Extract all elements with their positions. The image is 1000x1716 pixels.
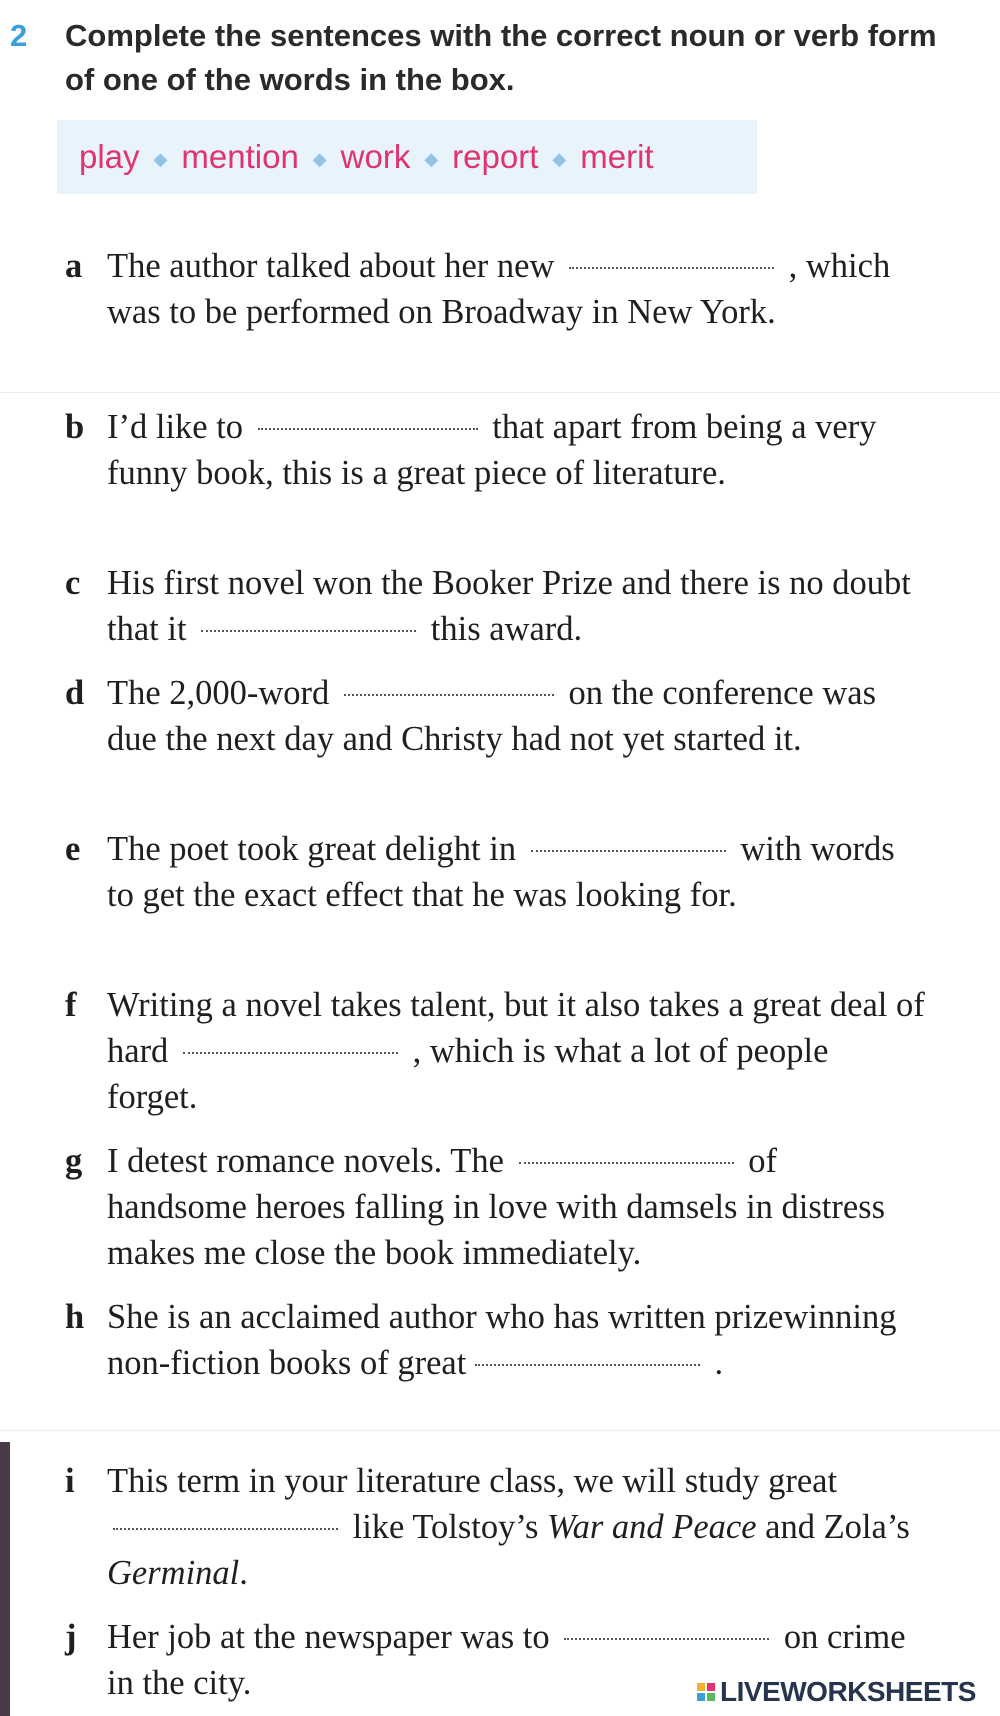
book-title: War and Peace: [547, 1508, 757, 1546]
sentence-text: I’d like to: [107, 408, 244, 446]
answer-blank[interactable]: [258, 427, 478, 430]
item-text: [107, 1138, 925, 1276]
logo-text: LIVEWORKSHEETS: [720, 1676, 976, 1707]
sentence-text: .: [714, 1344, 724, 1382]
sentence-item-e: [65, 826, 925, 918]
diamond-separator-icon: ◆: [552, 148, 567, 169]
sentence-item-d: [65, 670, 925, 762]
logo-square: [707, 1693, 715, 1701]
item-letter: e: [65, 830, 81, 868]
answer-blank[interactable]: [519, 1161, 734, 1164]
exercise-instruction: Complete the sentences with the correct noun or verb form of one of the words in the box.: [65, 18, 937, 97]
word-box-word: report: [452, 138, 539, 175]
word-box: [57, 120, 757, 194]
item-letter: c: [65, 564, 81, 602]
word-box-word: play: [79, 138, 140, 175]
item-text: [107, 404, 925, 496]
item-letter: d: [65, 674, 85, 712]
sentence-text: This term in your literature class, we will study great: [107, 1462, 838, 1500]
liveworksheets-logo: [697, 1676, 976, 1708]
sentence-item-g: [65, 1138, 925, 1276]
sentence-text: , which is what a lot of people forget.: [107, 1032, 829, 1116]
diamond-separator-icon: ◆: [424, 148, 439, 169]
item-text: [107, 982, 925, 1120]
divider: [0, 392, 1000, 393]
liveworksheets-logo-icon: [697, 1683, 715, 1701]
word-box-word: mention: [181, 138, 299, 175]
diamond-separator-icon: ◆: [153, 148, 168, 169]
sentence-text: Writing a novel takes talent, but it also takes a great deal of hard: [107, 986, 925, 1070]
logo-square: [697, 1683, 705, 1691]
item-text: [107, 560, 925, 652]
item-letter: j: [65, 1618, 77, 1656]
sentence-text: The 2,000-word: [107, 674, 330, 712]
answer-blank[interactable]: [475, 1363, 700, 1366]
sentence-item-h: [65, 1294, 925, 1386]
sentence-text: , which was to be performed on Broadway in New York.: [107, 247, 891, 331]
sentence-item-c: [65, 560, 925, 652]
sentence-item-i: [65, 1458, 925, 1596]
sentence-text: this award.: [430, 610, 583, 648]
sentence-text: Her job at the newspaper was to: [107, 1618, 550, 1656]
item-letter: h: [65, 1298, 85, 1336]
item-letter: g: [65, 1142, 83, 1180]
item-text: [107, 1294, 925, 1386]
sentence-text: with words to get the exact effect that he was looking for.: [107, 830, 895, 914]
sentence-text: of handsome heroes falling in love with damsels in distress makes me close the book immediately.: [107, 1142, 886, 1272]
sentence-text: like Tolstoy’s: [352, 1508, 539, 1546]
item-text: [107, 243, 925, 335]
sentence-item-b: [65, 404, 925, 496]
sentence-text: The author talked about her new: [107, 247, 555, 285]
sentence-text: on the conference was due the next day and Christy had not yet started it.: [107, 674, 876, 758]
book-title: Germinal: [107, 1554, 240, 1592]
diamond-separator-icon: ◆: [312, 148, 327, 169]
divider: [0, 1430, 1000, 1431]
sentence-text: and Zola’s: [765, 1508, 910, 1546]
exercise-number: 2: [10, 18, 28, 53]
answer-blank[interactable]: [569, 266, 774, 269]
word-box-word: merit: [580, 138, 654, 175]
page-edge-strip: [0, 1442, 10, 1716]
sentence-text: .: [239, 1554, 248, 1592]
sentence-text: on crime in the city.: [107, 1618, 906, 1702]
item-text: [107, 826, 925, 918]
sentence-text: that apart from being a very funny book, this is a great piece of literature.: [107, 408, 877, 492]
sentence-text: I detest romance novels. The: [107, 1142, 504, 1180]
sentence-text: His first novel won the Booker Prize and there is no doubt that it: [107, 564, 911, 648]
item-letter: i: [65, 1462, 75, 1500]
sentence-text: The poet took great delight in: [107, 830, 517, 868]
item-text: [107, 670, 925, 762]
item-letter: b: [65, 408, 85, 446]
answer-blank[interactable]: [344, 693, 554, 696]
item-letter: f: [65, 986, 77, 1024]
answer-blank[interactable]: [564, 1637, 769, 1640]
item-letter: a: [65, 247, 83, 285]
item-text: [107, 1458, 925, 1596]
sentence-text: She is an acclaimed author who has written prizewinning non-fiction books of great: [107, 1298, 897, 1382]
sentence-item-f: [65, 982, 925, 1120]
sentence-item-a: [65, 243, 925, 335]
answer-blank[interactable]: [201, 629, 416, 632]
answer-blank[interactable]: [531, 849, 726, 852]
logo-square: [707, 1683, 715, 1691]
answer-blank[interactable]: [113, 1527, 338, 1530]
answer-blank[interactable]: [183, 1051, 398, 1054]
logo-square: [697, 1693, 705, 1701]
word-box-word: work: [340, 138, 411, 175]
